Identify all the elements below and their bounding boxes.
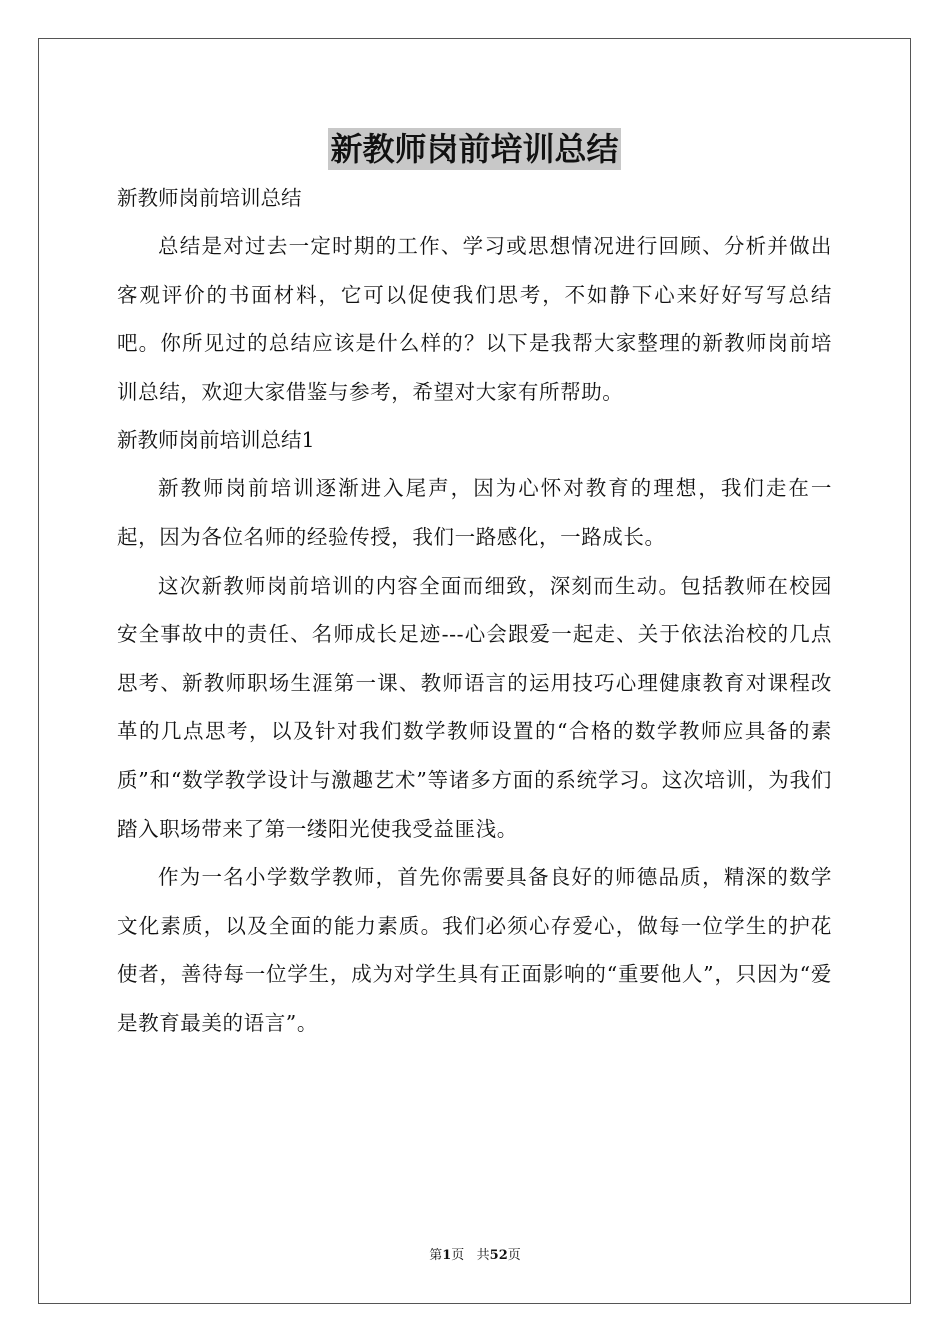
footer-total-pages: 52 (489, 1248, 508, 1263)
body-paragraph-2: 这次新教师岗前培训的内容全面而细致，深刻而生动。包括教师在校园安全事故中的责任、名师成长足迹---心会跟爱一起走、关于依法治校的几点思考、新教师职场生涯第一课、教师语言的运用技巧心理健康教育对课程改革的几点思考，以及针对我们数学教师设置的“合格的数学教师应具备的素质”和“数学教学设计与激趣艺术”等诸多方面的系统学习。这次培训，为我们踏入职场带来了第一缕阳光使我受益匪浅。 (117, 573, 832, 841)
footer-mid: 页 共 (451, 1248, 490, 1263)
section-heading: 新教师岗前培训总结1 (117, 428, 315, 453)
body-paragraph-3: 作为一名小学数学教师，首先你需要具备良好的师德品质，精深的数学文化素质，以及全面的能力素质。我们必须心存爱心，做每一位学生的护花使者，善待每一位学生，成为对学生具有正面影响的“重要他人”，只因为“爱是教育最美的语言”。 (117, 865, 832, 1035)
footer-page-number: 1 (442, 1248, 452, 1263)
document-body (117, 128, 832, 1048)
page-footer (0, 1248, 950, 1264)
document-title: 新教师岗前培训总结 (330, 130, 619, 168)
intro-paragraph: 总结是对过去一定时期的工作、学习或思想情况进行回顾、分析并做出客观评价的书面材料，它可以促使我们思考，不如静下心来好好写写总结吧。你所见过的总结应该是什么样的？以下是我帮大家整理的新教师岗前培训总结，欢迎大家借鉴与参考，希望对大家有所帮助。 (117, 234, 832, 404)
title-container (117, 128, 832, 174)
footer-suffix: 页 (507, 1248, 521, 1263)
footer-prefix: 第 (429, 1248, 443, 1263)
document-subtitle: 新教师岗前培训总结 (117, 186, 302, 210)
body-paragraph-1: 新教师岗前培训逐渐进入尾声，因为心怀对教育的理想，我们走在一起，因为各位名师的经验传授，我们一路感化，一路成长。 (117, 476, 832, 549)
